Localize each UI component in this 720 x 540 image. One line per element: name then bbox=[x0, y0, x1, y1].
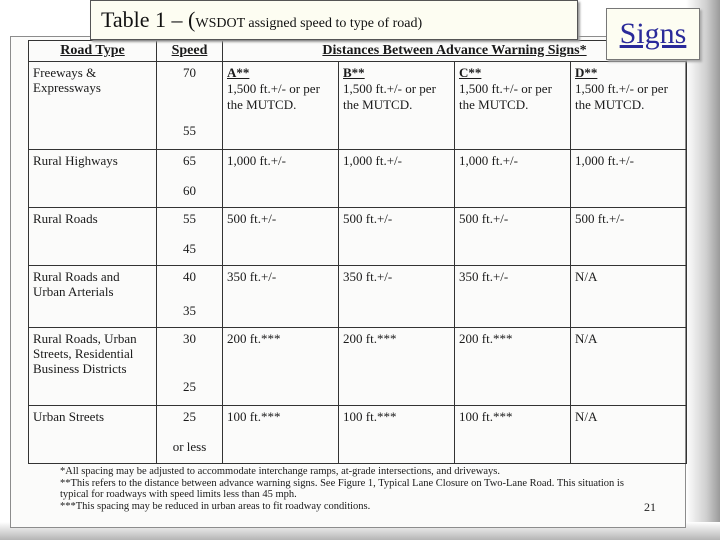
speed-high: 70 bbox=[183, 65, 196, 80]
distance-cell-a: 500 ft.+/- bbox=[223, 208, 339, 266]
column-label-a: A** bbox=[227, 65, 250, 80]
speed-low: 35 bbox=[183, 303, 196, 318]
distance-cell-c: 100 ft.*** bbox=[455, 406, 571, 464]
title-subtitle: WSDOT assigned speed to type of road) bbox=[195, 16, 423, 31]
distance-value: 1,500 ft.+/- or per the MUTCD. bbox=[343, 81, 436, 112]
distance-cell-d bbox=[571, 62, 687, 150]
table-row bbox=[29, 328, 687, 406]
speed-low: or less bbox=[172, 439, 207, 454]
distance-cell-d: 1,000 ft.+/- bbox=[571, 150, 687, 208]
distance-cell-c: 500 ft.+/- bbox=[455, 208, 571, 266]
table-row bbox=[29, 150, 687, 208]
column-label-c: C** bbox=[459, 65, 482, 80]
column-label-d: D** bbox=[575, 65, 598, 80]
distance-cell-b: 500 ft.+/- bbox=[339, 208, 455, 266]
distance-value: 1,500 ft.+/- or per the MUTCD. bbox=[227, 81, 320, 112]
speed-low: 45 bbox=[183, 241, 196, 256]
distance-cell-a: 1,000 ft.+/- bbox=[223, 150, 339, 208]
speed-high: 55 bbox=[183, 211, 196, 226]
distance-cell-b: 200 ft.*** bbox=[339, 328, 455, 406]
speed-cell bbox=[157, 328, 223, 406]
distance-cell-a: 350 ft.+/- bbox=[223, 266, 339, 328]
distance-cell-b bbox=[339, 62, 455, 150]
signs-badge: Signs bbox=[606, 8, 700, 60]
road-type-cell: Rural Roads, Urban Streets, Residential Business Districts bbox=[29, 328, 157, 406]
distance-cell-c bbox=[455, 62, 571, 150]
distance-cell-a bbox=[223, 62, 339, 150]
distance-cell-d: 500 ft.+/- bbox=[571, 208, 687, 266]
title-main: Table 1 – ( bbox=[101, 7, 196, 32]
distance-value: 1,500 ft.+/- or per the MUTCD. bbox=[575, 81, 668, 112]
distance-cell-d: N/A bbox=[571, 266, 687, 328]
road-type-cell: Freeways & Expressways bbox=[29, 62, 157, 150]
distance-cell-c: 1,000 ft.+/- bbox=[455, 150, 571, 208]
table-row bbox=[29, 406, 687, 464]
footnote: **This refers to the distance between advance warning signs. See Figure 1, Typical Lane Closure on Two-Lane Road. This situation is bbox=[60, 477, 624, 489]
page-number: 21 bbox=[644, 500, 656, 514]
table-row bbox=[29, 208, 687, 266]
page-shadow-right bbox=[686, 0, 720, 540]
road-type-cell: Urban Streets bbox=[29, 406, 157, 464]
speed-high: 30 bbox=[183, 331, 196, 346]
footnotes bbox=[60, 466, 686, 512]
distance-cell-b: 350 ft.+/- bbox=[339, 266, 455, 328]
column-label-b: B** bbox=[343, 65, 365, 80]
road-type-cell: Rural Highways bbox=[29, 150, 157, 208]
road-type-cell: Rural Roads bbox=[29, 208, 157, 266]
speed-cell bbox=[157, 62, 223, 150]
distance-cell-c: 350 ft.+/- bbox=[455, 266, 571, 328]
distance-cell-c: 200 ft.*** bbox=[455, 328, 571, 406]
distance-cell-a: 200 ft.*** bbox=[223, 328, 339, 406]
slide-title bbox=[90, 0, 578, 40]
table-header-row bbox=[29, 41, 687, 62]
speed-low: 60 bbox=[183, 183, 196, 198]
speed-high: 65 bbox=[183, 153, 196, 168]
distance-cell-d: N/A bbox=[571, 328, 687, 406]
header-speed: Speed bbox=[157, 41, 223, 62]
header-road-type: Road Type bbox=[29, 41, 157, 62]
distance-cell-d: N/A bbox=[571, 406, 687, 464]
road-type-cell: Rural Roads and Urban Arterials bbox=[29, 266, 157, 328]
distance-cell-b: 1,000 ft.+/- bbox=[339, 150, 455, 208]
speed-cell bbox=[157, 208, 223, 266]
speed-low: 25 bbox=[183, 379, 196, 394]
speed-low: 55 bbox=[183, 123, 196, 138]
speed-cell bbox=[157, 150, 223, 208]
table-row bbox=[29, 62, 687, 150]
distance-cell-a: 100 ft.*** bbox=[223, 406, 339, 464]
footnote: ***This spacing may be reduced in urban areas to fit roadway conditions. bbox=[60, 500, 371, 512]
speed-distance-table bbox=[28, 40, 687, 464]
footnote: typical for roadways with speed limits less than 45 mph. bbox=[60, 489, 297, 500]
table-row bbox=[29, 266, 687, 328]
distance-value: 1,500 ft.+/- or per the MUTCD. bbox=[459, 81, 552, 112]
speed-cell bbox=[157, 266, 223, 328]
speed-cell bbox=[157, 406, 223, 464]
footnote: *All spacing may be adjusted to accommodate interchange ramps, at-grade intersections, and driveways. bbox=[60, 466, 500, 477]
speed-high: 40 bbox=[183, 269, 196, 284]
header-distances: Distances Between Advance Warning Signs* bbox=[223, 41, 687, 62]
speed-high: 25 bbox=[183, 409, 196, 424]
distance-cell-b: 100 ft.*** bbox=[339, 406, 455, 464]
